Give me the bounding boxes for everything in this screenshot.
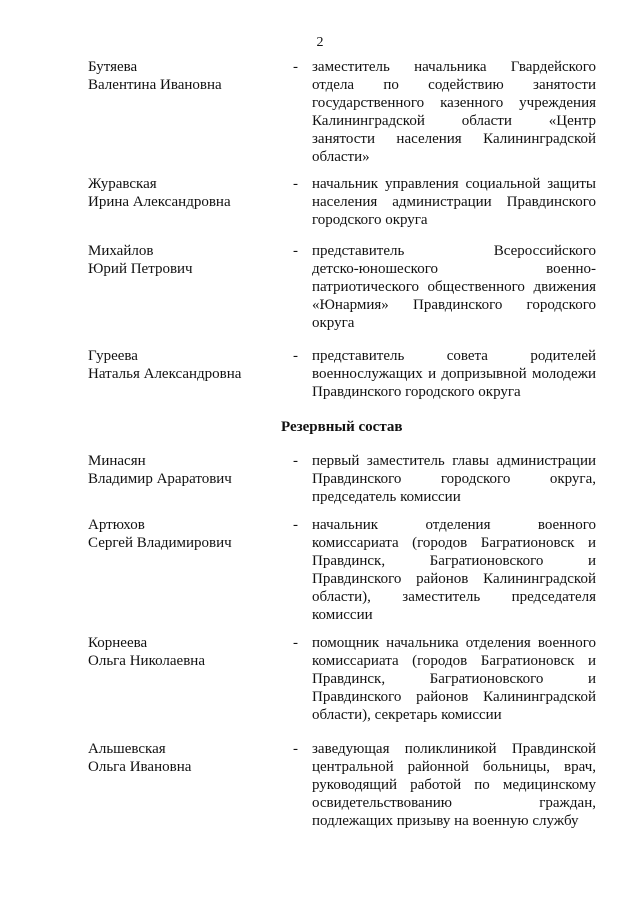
dash-separator: -	[293, 348, 298, 364]
member-name	[88, 242, 278, 278]
member-given-names: Ольга Ивановна	[88, 759, 192, 775]
position-line: руководящий работой по медицинскому	[312, 777, 596, 793]
position-line: отдела по содействию занятости	[312, 77, 596, 93]
position-line: освидетельствованию граждан,	[312, 795, 596, 811]
position-line: помощник начальника отделения военного	[312, 635, 596, 651]
member-position	[312, 740, 596, 830]
position-line: комиссии	[312, 607, 373, 623]
dash-separator: -	[293, 453, 298, 469]
position-line: председатель комиссии	[312, 489, 461, 505]
member-surname: Альшевская	[88, 741, 166, 757]
member-surname: Журавская	[88, 176, 157, 192]
position-line: центральной районной больницы, врач,	[312, 759, 596, 775]
member-position	[312, 347, 596, 401]
position-line: Правдинского районов Калининградской	[312, 571, 596, 587]
position-line: Правдинского городского округа	[312, 384, 521, 400]
reserve-section-title: Резервный состав	[281, 419, 403, 435]
member-position	[312, 242, 596, 332]
position-line: Правдинск, Багратионовского и	[312, 671, 596, 687]
dash-separator: -	[293, 176, 298, 192]
member-position	[312, 452, 596, 506]
dash-separator: -	[293, 635, 298, 651]
member-name	[88, 452, 278, 488]
member-given-names: Валентина Ивановна	[88, 77, 222, 93]
member-given-names: Сергей Владимирович	[88, 535, 232, 551]
member-position	[312, 58, 596, 166]
member-name	[88, 516, 278, 552]
position-line: Калининградской области «Центр	[312, 113, 596, 129]
dash-separator: -	[293, 517, 298, 533]
position-line: военнослужащих и допризывной молодежи	[312, 366, 596, 382]
member-surname: Минасян	[88, 453, 146, 469]
position-line: представитель совета родителей	[312, 348, 596, 364]
member-surname: Корнеева	[88, 635, 148, 651]
position-line: городского округа	[312, 212, 428, 228]
position-line: населения администрации Правдинского	[312, 194, 596, 210]
position-line: начальник управления социальной защиты	[312, 176, 596, 192]
member-given-names: Ирина Александровна	[88, 194, 231, 210]
position-line: государственного казенного учреждения	[312, 95, 596, 111]
member-name	[88, 175, 278, 211]
position-line: Правдинск, Багратионовского и	[312, 553, 596, 569]
position-line: округа	[312, 315, 355, 331]
position-line: занятости населения Калининградской	[312, 131, 596, 147]
position-line: комиссариата (городов Багратионовск и	[312, 535, 596, 551]
member-given-names: Наталья Александровна	[88, 366, 242, 382]
position-line: Правдинского районов Калининградской	[312, 689, 596, 705]
position-line: начальник отделения военного	[312, 517, 596, 533]
member-surname: Бутяева	[88, 59, 138, 75]
member-surname: Михайлов	[88, 243, 154, 259]
member-given-names: Ольга Николаевна	[88, 653, 205, 669]
member-position	[312, 175, 596, 229]
member-given-names: Юрий Петрович	[88, 261, 193, 277]
member-surname: Гуреева	[88, 348, 138, 364]
position-line: комиссариата (городов Багратионовск и	[312, 653, 596, 669]
position-line: области»	[312, 149, 370, 165]
member-name	[88, 740, 278, 776]
position-line: детско-юношеского военно-	[312, 261, 596, 277]
position-line: представитель Всероссийского	[312, 243, 596, 259]
dash-separator: -	[293, 741, 298, 757]
position-line: первый заместитель главы администрации	[312, 453, 596, 469]
position-line: Правдинского городского округа,	[312, 471, 596, 487]
member-position	[312, 516, 596, 624]
member-given-names: Владимир Араратович	[88, 471, 232, 487]
position-line: области), секретарь комиссии	[312, 707, 502, 723]
position-line: патриотического общественного движения	[312, 279, 596, 295]
member-name	[88, 347, 278, 383]
dash-separator: -	[293, 243, 298, 259]
page-number: 2	[316, 35, 324, 50]
position-line: подлежащих призыву на военную службу	[312, 813, 579, 829]
member-name	[88, 58, 278, 94]
member-surname: Артюхов	[88, 517, 145, 533]
position-line: заведующая поликлиникой Правдинской	[312, 741, 596, 757]
position-line: «Юнармия» Правдинского городского	[312, 297, 596, 313]
dash-separator: -	[293, 59, 298, 75]
position-line: области), заместитель председателя	[312, 589, 596, 605]
member-position	[312, 634, 596, 724]
member-name	[88, 634, 278, 670]
position-line: заместитель начальника Гвардейского	[312, 59, 596, 75]
